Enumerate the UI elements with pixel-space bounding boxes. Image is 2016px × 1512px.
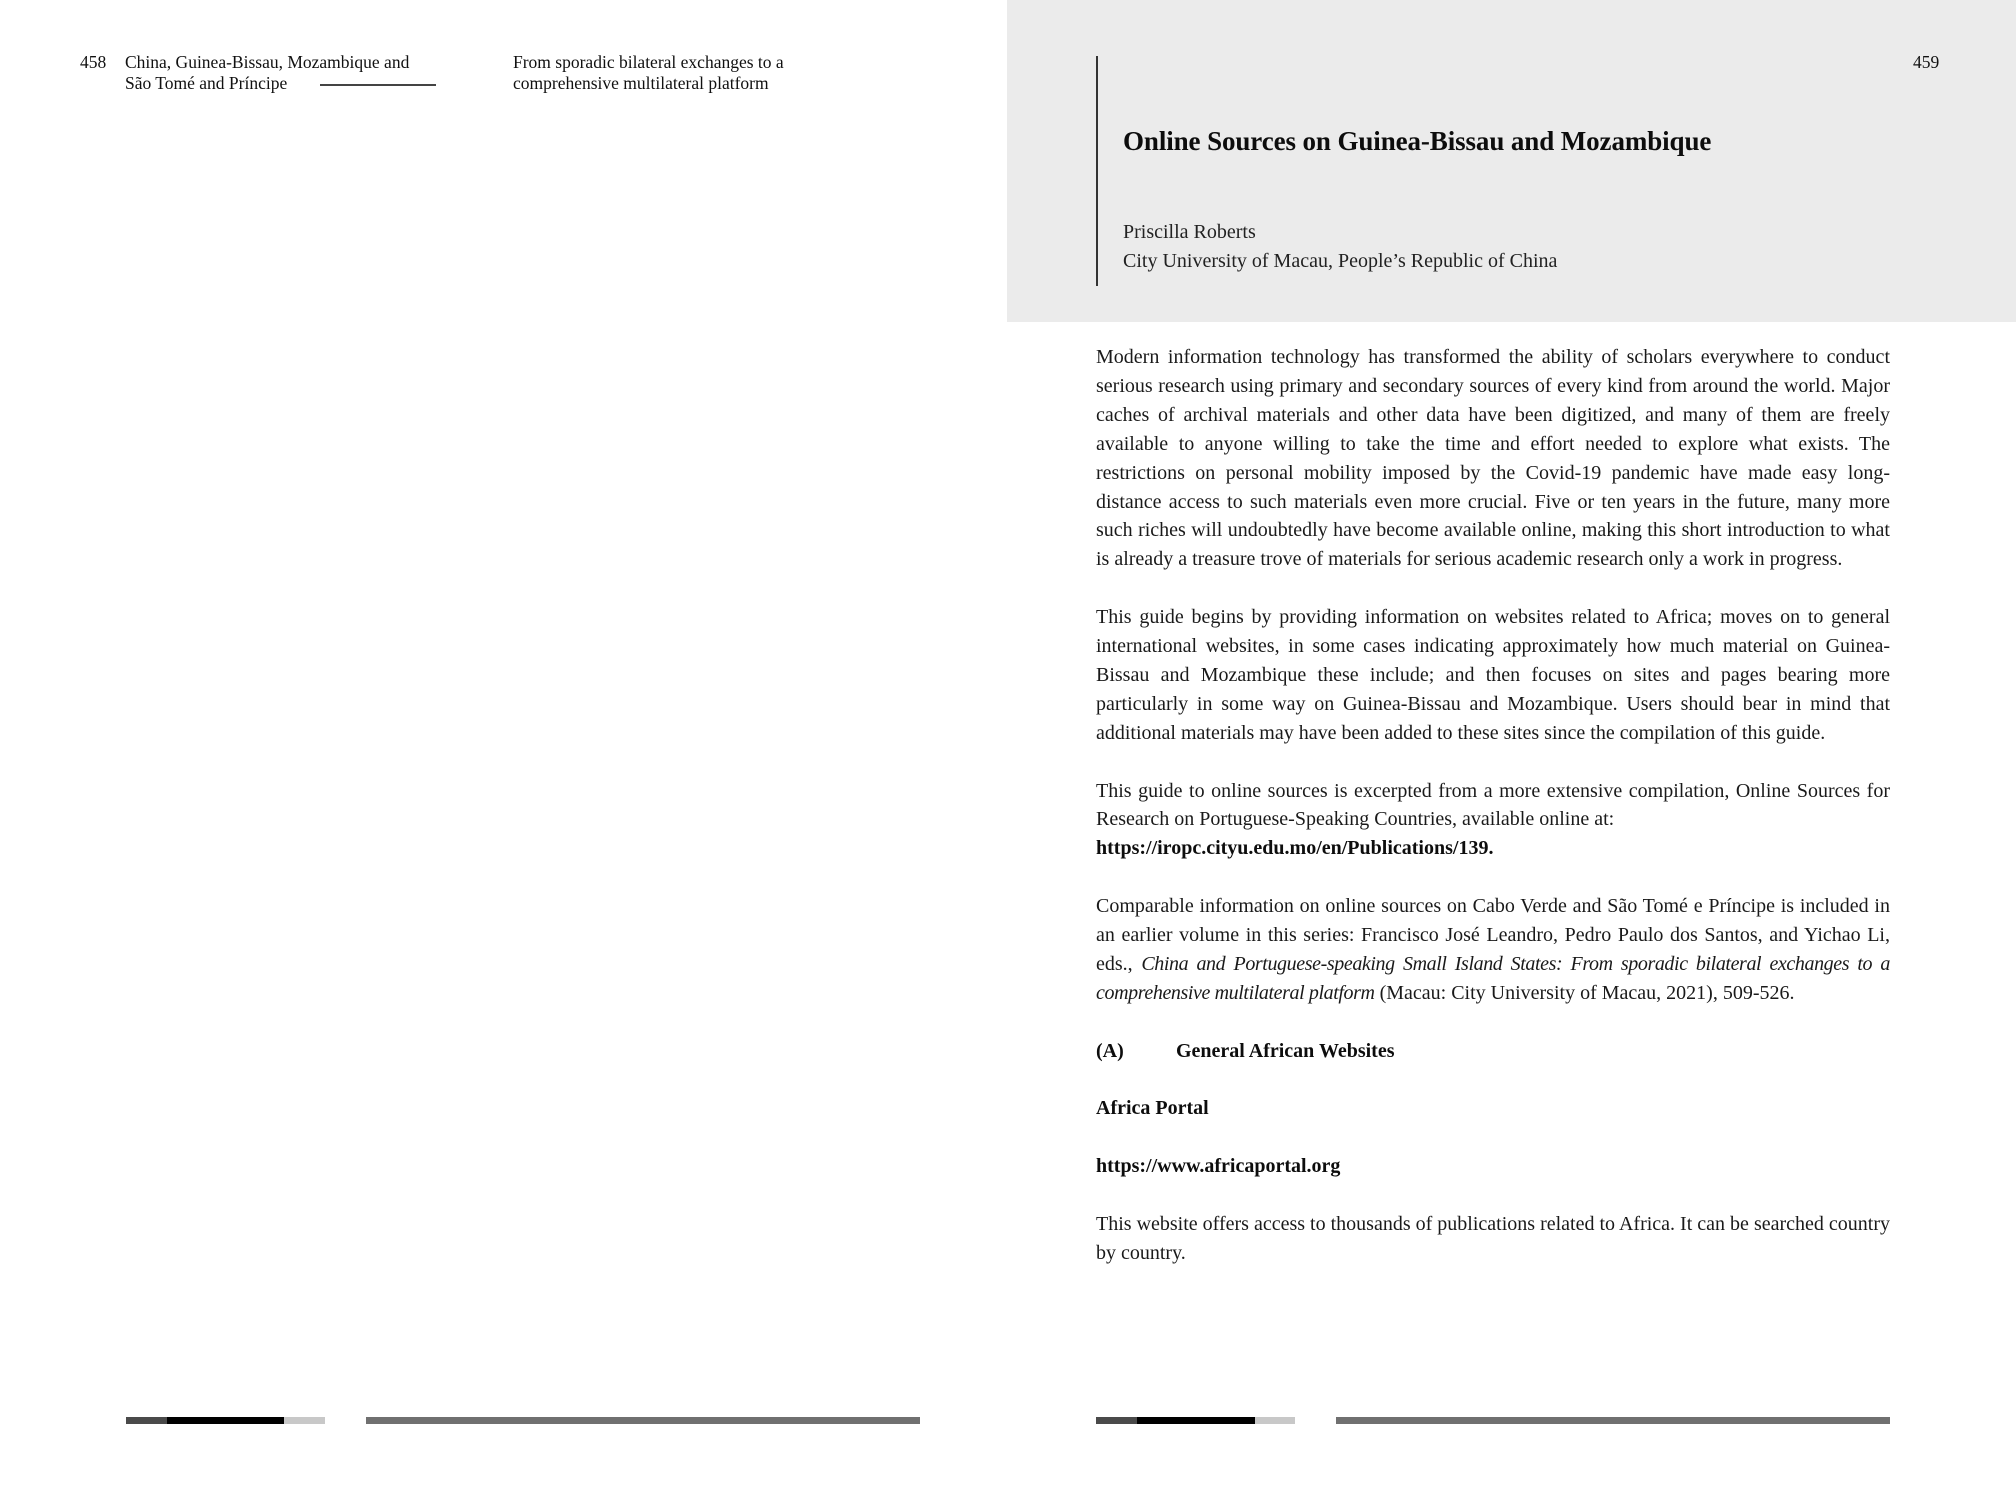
section-label: (A) bbox=[1096, 1039, 1124, 1062]
footer-bar-long-segment bbox=[366, 1417, 920, 1424]
chapter-header-block bbox=[1007, 0, 2016, 322]
running-header-book-title bbox=[125, 52, 455, 94]
compilation-link[interactable]: https://iropc.cityu.edu.mo/en/Publications/139. bbox=[1096, 837, 1494, 860]
footer-bar-dark-segment bbox=[1096, 1417, 1137, 1424]
footer-bar-light-segment bbox=[1255, 1417, 1295, 1424]
footer-bar-black-segment bbox=[167, 1417, 284, 1424]
footer-bar-dark-segment bbox=[126, 1417, 167, 1424]
footer-bar-long-segment bbox=[1336, 1417, 1890, 1424]
paragraph-comparable bbox=[1096, 892, 1890, 1008]
paragraph-compilation bbox=[1096, 777, 1890, 864]
section-title: General African Websites bbox=[1176, 1039, 1395, 1062]
comparable-book-title: China and Portuguese-speaking Small Island States: From sporadic bilateral exchanges to a comprehensive multilateral platform bbox=[1096, 952, 1890, 1004]
header-vertical-rule bbox=[1096, 56, 1098, 286]
footer-bar-light-segment bbox=[284, 1417, 325, 1424]
footer-bar-black-segment bbox=[1137, 1417, 1255, 1424]
subtitle-line-1: From sporadic bilateral exchanges to a bbox=[513, 52, 784, 72]
compilation-text: This guide to online sources is excerpted from a more extensive compilation, Online Sources for Research on Portuguese-Speaking Countries, available online at: bbox=[1096, 779, 1890, 831]
book-title-line-1: China, Guinea-Bissau, Mozambique and bbox=[125, 52, 410, 72]
entry-title: Africa Portal bbox=[1096, 1097, 1209, 1120]
entry-link[interactable] bbox=[1096, 1152, 1890, 1181]
paragraph-intro: Modern information technology has transformed the ability of scholars everywhere to conduct serious research using primary and secondary sources of every kind from around the world. Major caches of archival materials and other data have been digitized, and many of them are freely available to anyone willing to take the time and effort needed to explore what exists. The restrictions on personal mobility imposed by the Covid-19 pandemic have made easy long-distance access to such materials even more crucial. Five or ten years in the future, many more such riches will undoubtedly have become available online, making this short introduction to what is already a treasure trove of materials for serious academic research only a work in progress. bbox=[1096, 346, 1890, 571]
author-affiliation: City University of Macau, People’s Republic of China bbox=[1123, 250, 1558, 272]
right-page bbox=[1007, 0, 2016, 1512]
left-page-number: 458 bbox=[80, 52, 107, 72]
chapter-author: Priscilla Roberts bbox=[1123, 221, 1256, 243]
book-title-line-2: São Tomé and Príncipe bbox=[125, 73, 288, 93]
left-page bbox=[0, 0, 1007, 1512]
subtitle-line-2: comprehensive multilateral platform bbox=[513, 73, 769, 93]
section-heading bbox=[1096, 1037, 1890, 1066]
paragraph-guide-scope: This guide begins by providing information on websites related to Africa; moves on to general international websites, in some cases indicating approximately how much material on Guinea-Bissau and Mozambique these include; and then focuses on sites and pages bearing more particularly in some way on Guinea-Bissau and Mozambique. Users should bear in mind that additional materials may have been added to these sites since the compilation of this guide. bbox=[1096, 606, 1890, 744]
header-rule bbox=[320, 84, 436, 86]
entry-description: This website offers access to thousands of publications related to Africa. It can be searched country by country. bbox=[1096, 1213, 1890, 1264]
chapter-title: Online Sources on Guinea-Bissau and Mozambique bbox=[1123, 126, 1712, 156]
right-page-number: 459 bbox=[1913, 52, 1940, 72]
running-header-subtitle bbox=[513, 52, 853, 94]
comparable-text-after: (Macau: City University of Macau, 2021), 509-526. bbox=[1374, 981, 1795, 1004]
entry-url[interactable]: https://www.africaportal.org bbox=[1096, 1155, 1341, 1178]
chapter-body bbox=[1096, 343, 1890, 1297]
comparable-text-before: Comparable information on online sources on Cabo Verde and São Tomé e Príncipe is included in an earlier volume in this series: Francisco José Leandro, Pedro Paulo dos Santos, and Yichao Li, eds., bbox=[1096, 895, 1890, 975]
